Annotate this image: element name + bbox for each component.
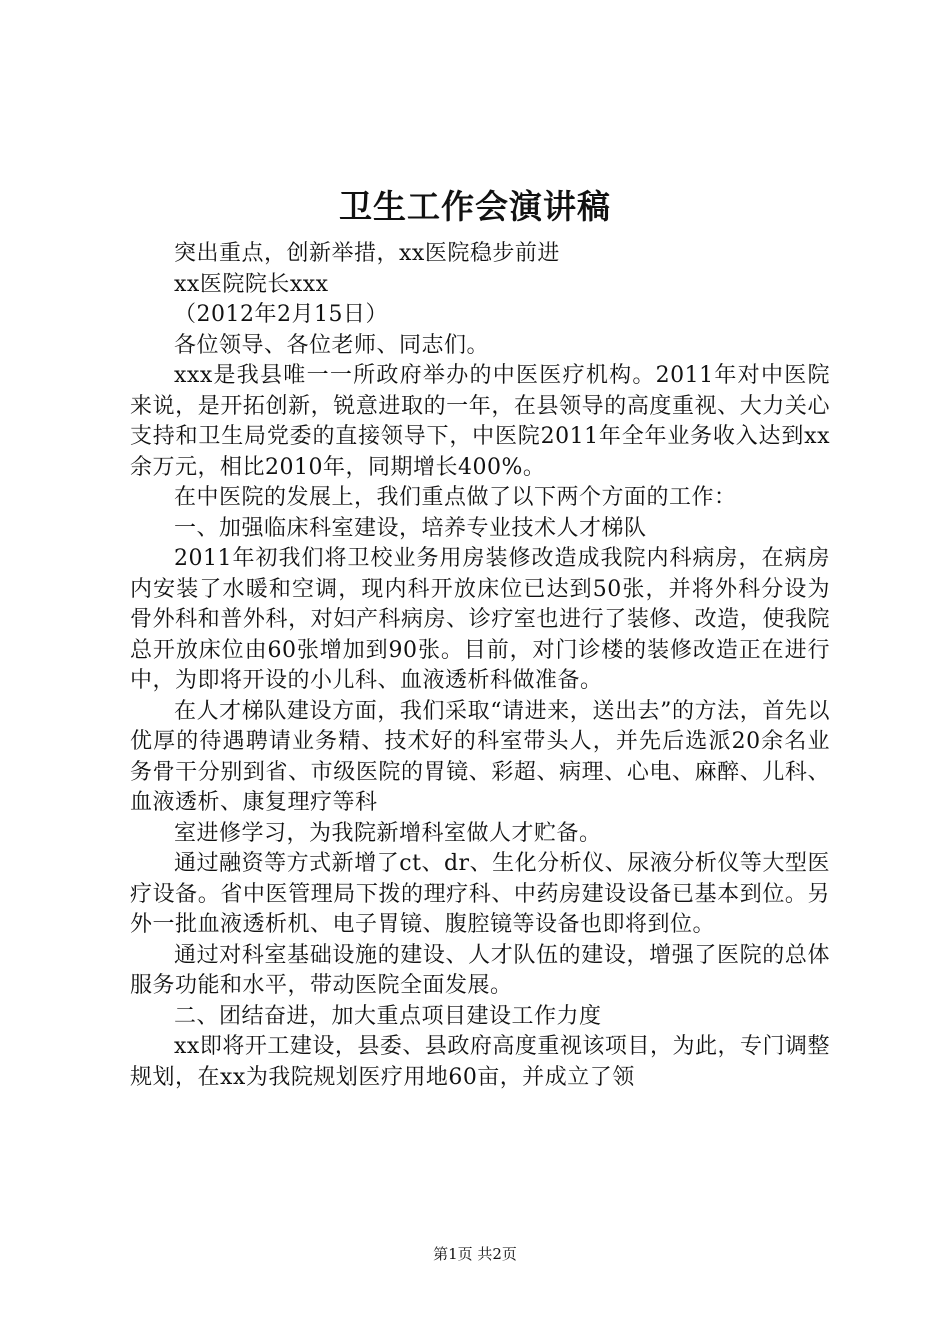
paragraph-training: 室进修学习，为我院新增科室做人才贮备。	[174, 820, 602, 846]
document-body	[130, 239, 830, 1093]
paragraph-talent: 在人才梯队建设方面，我们采取“请进来，送出去”的方法，首先以优厚的待遇聘请业务精、技术好的科室带头人，并先后选派20余名业务骨干分别到省、市级医院的胃镜、彩超、病理、心电、麻醉、儿科、血液透析、康复理疗等科	[130, 698, 830, 815]
paragraph-date: （2012年2月15日）	[174, 302, 388, 327]
paragraph-project: xx即将开工建设，县委、县政府高度重视该项目，为此，专门调整规划，在xx为我院规划医疗用地60亩，并成立了领	[130, 1034, 830, 1090]
paragraph-intro: xxx是我县唯一一所政府举办的中医医疗机构。2011年对中医院来说，是开拓创新，锐意进取的一年，在县领导的高度重视、大力关心支持和卫生局党委的直接领导下，中医院2011年全年业务收入达到xx余万元，相比2010年，同期增长400%。	[130, 363, 830, 480]
paragraph-equipment: 通过融资等方式新增了ct、dr、生化分析仪、尿液分析仪等大型医疗设备。省中医管理局下拨的理疗科、中药房建设设备已基本到位。另外一批血液透析机、电子胃镜、腹腔镜等设备也即将到位。	[130, 851, 830, 937]
page-footer: 第1页 共2页	[433, 1245, 517, 1263]
paragraph-wards: 2011年初我们将卫校业务用房装修改造成我院内科病房，在病房内安装了水暖和空调，现内科开放床位已达到50张，并将外科分设为骨外科和普外科，对妇产科病房、诊疗室也进行了装修、改造，使我院总开放床位由60张增加到90张。目前，对门诊楼的装修改造正在进行中，为即将开设的小儿科、血液透析科做准备。	[130, 546, 830, 693]
document-title: 卫生工作会演讲稿	[339, 187, 611, 226]
paragraph-overview: 在中医院的发展上，我们重点做了以下两个方面的工作：	[174, 485, 737, 510]
paragraph-author: xx医院院长xxx	[174, 271, 329, 297]
paragraph-subtitle: 突出重点，创新举措，xx医院稳步前进	[174, 241, 560, 266]
paragraph-summary: 通过对科室基础设施的建设、人才队伍的建设，增强了医院的总体服务功能和水平，带动医院全面发展。	[130, 942, 830, 998]
section-heading-1: 一、加强临床科室建设，培养专业技术人才梯队	[174, 515, 647, 541]
section-heading-2: 二、团结奋进，加大重点项目建设工作力度	[174, 1003, 602, 1029]
paragraph-salutation: 各位领导、各位老师、同志们。	[174, 332, 490, 358]
